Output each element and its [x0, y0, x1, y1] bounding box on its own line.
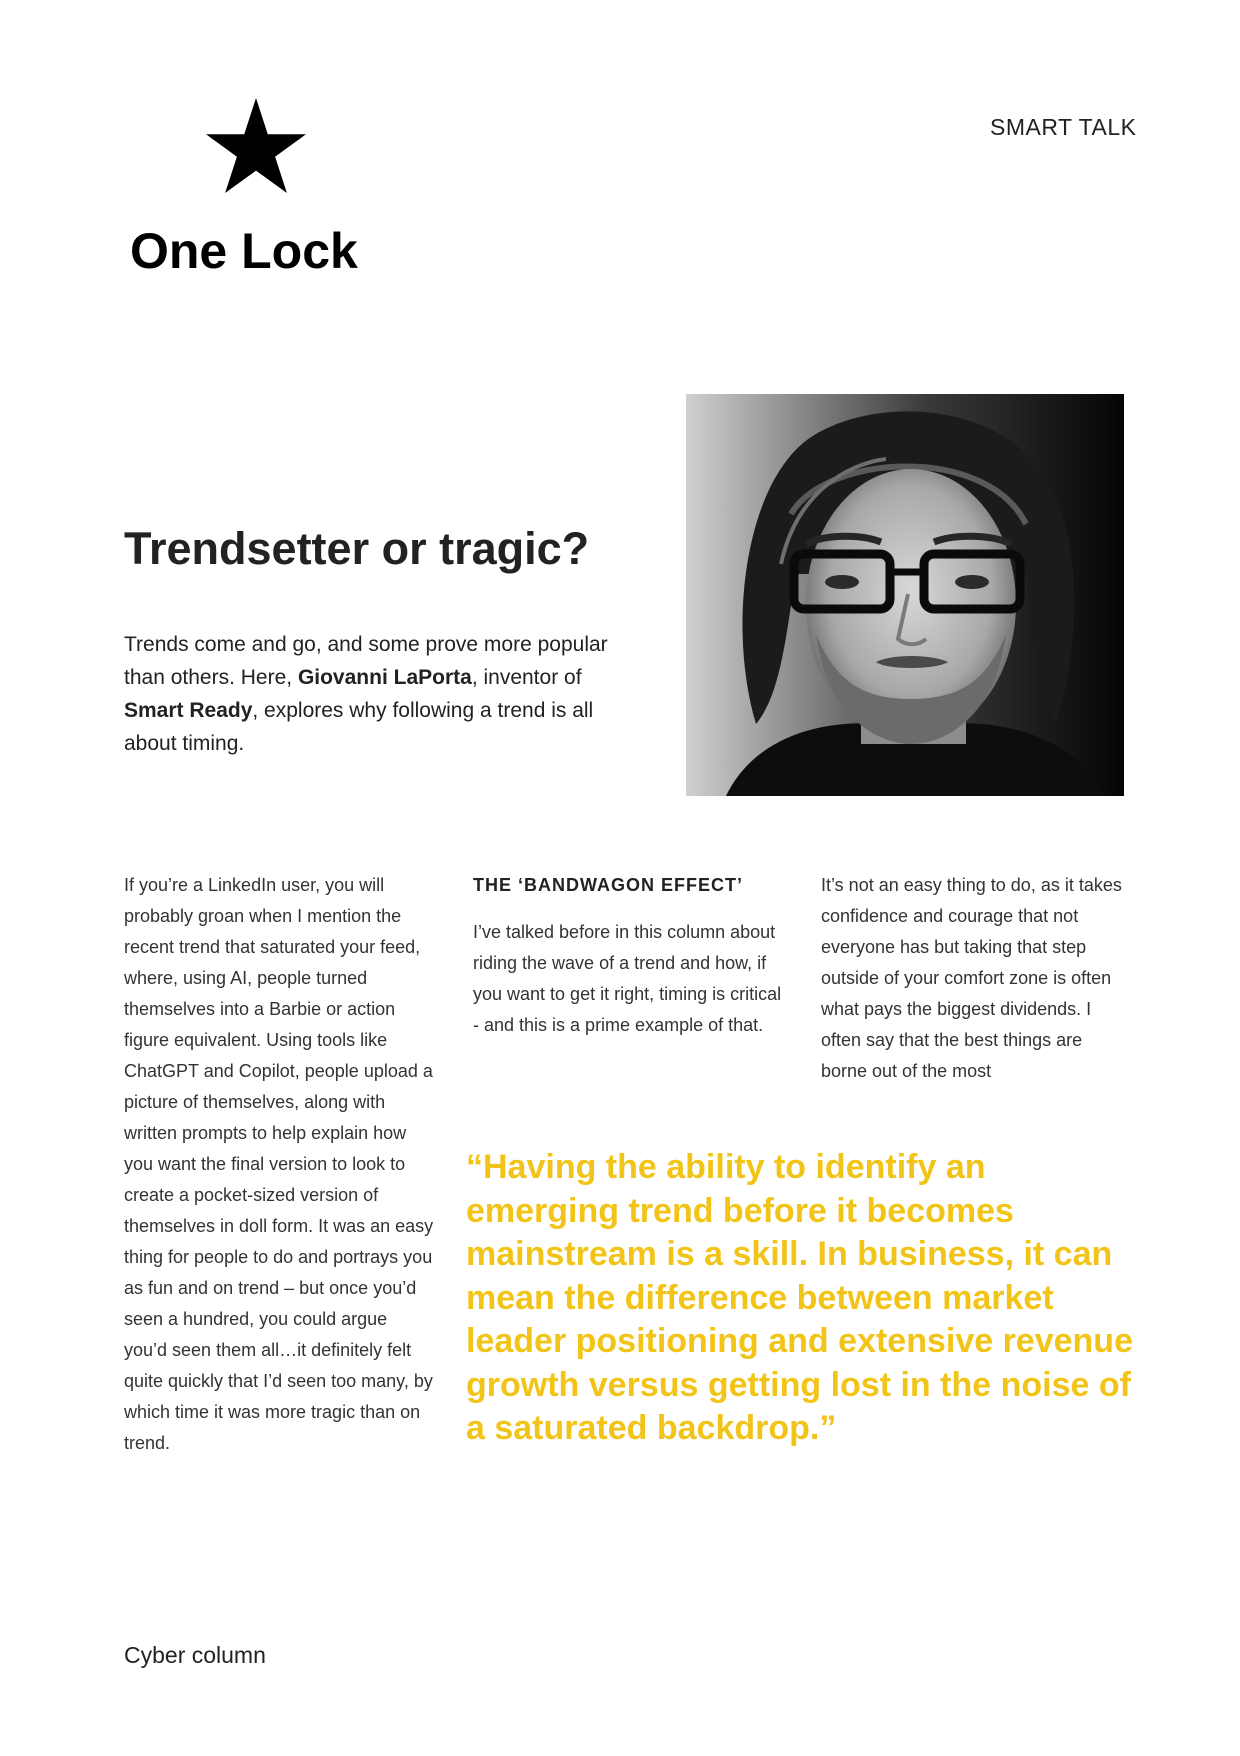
- article-column-3: It’s not an easy thing to do, as it takes confidence and courage that not everyone has but taking that step outside of your comfort zone is often what pays the biggest dividends. I often say that the best things are borne out of the most: [821, 875, 1122, 1081]
- article-headline: Trendsetter or tragic?: [124, 523, 590, 574]
- article-column-2: I’ve talked before in this column about riding the wave of a trend and how, if you want to get it right, timing is critical - and this is a prime example of that.: [473, 922, 782, 1035]
- portrait-photo: [686, 394, 1124, 796]
- column-subheading: THE ‘BANDWAGON EFFECT’: [473, 875, 743, 895]
- section-label: SMART TALK: [990, 114, 1137, 140]
- brand-name: One Lock: [130, 223, 358, 279]
- article-intro: [124, 628, 624, 760]
- intro-text: Trends come and go, and some prove more popular than others. Here,: [124, 633, 608, 689]
- pull-quote: “Having the ability to identify an emerging trend before it becomes mainstream is a skill. In business, it can mean the difference between market leader positioning and extensive revenue growth versus getting lost in the noise of a saturated backdrop.”: [466, 1148, 1133, 1447]
- intro-text: , explores why following a trend is all about timing.: [124, 699, 594, 755]
- footer-label: Cyber column: [124, 1642, 266, 1668]
- intro-text: , inventor of: [471, 666, 582, 689]
- product-name: Smart Ready: [124, 699, 253, 722]
- author-name: Giovanni LaPorta: [297, 666, 472, 689]
- star-icon: [206, 98, 306, 194]
- star-shape: [206, 98, 306, 193]
- article-column-1: If you’re a LinkedIn user, you will probably groan when I mention the recent trend that saturated your feed, where, using AI, people turned themselves into a Barbie or action figure equivalent. Using tools like ChatGPT and Copilot, people upload a picture of themselves, along with written prompts to help explain how you want the final version to look to create a pocket-sized version of themselves in doll form. It was an easy thing for people to do and portrays you as fun and on trend – but once you’d seen a hundred, you could argue you’d seen them all…it definitely felt quite quickly that I’d seen too many, by which time it was more tragic than on trend.: [124, 875, 434, 1453]
